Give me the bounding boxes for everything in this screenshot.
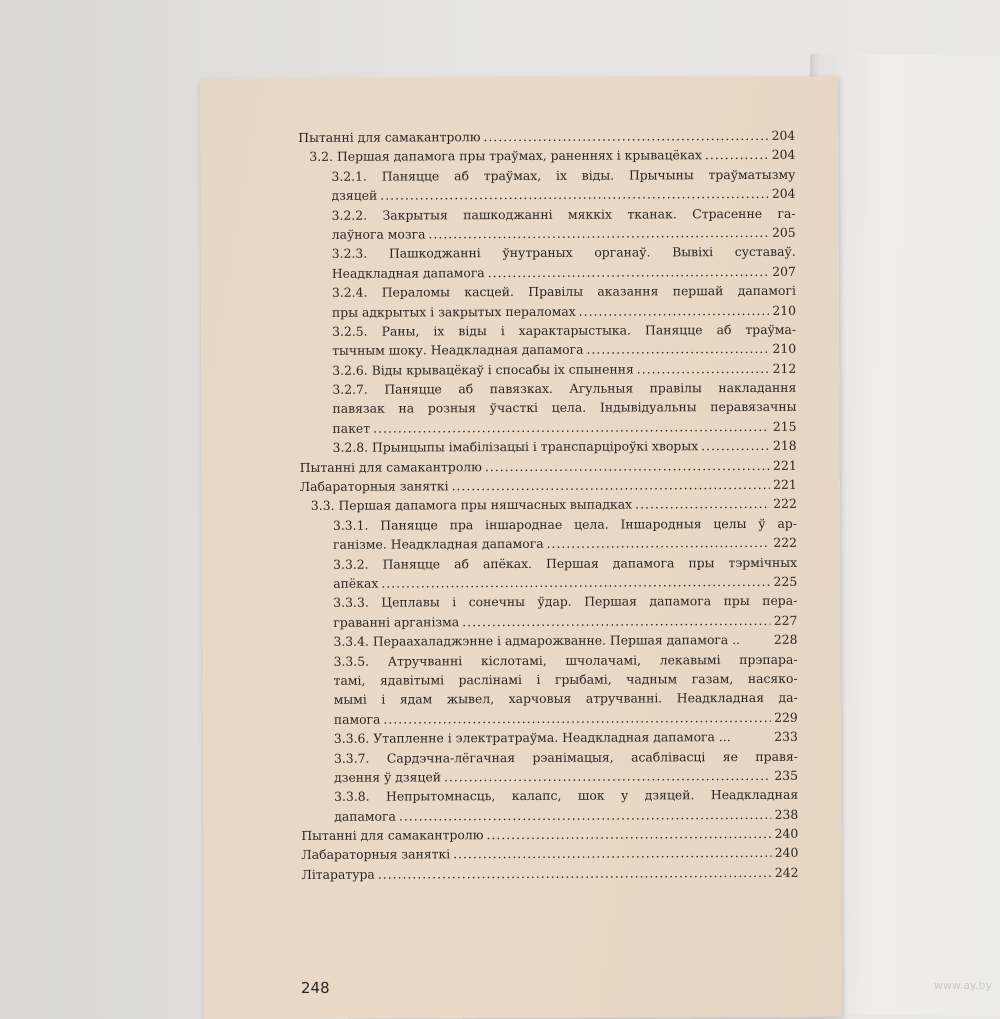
toc-entry-line <box>300 455 797 477</box>
toc-page-number: 221 <box>773 476 797 492</box>
toc-page-number: 221 <box>773 457 797 473</box>
toc-entry-line <box>300 611 797 633</box>
toc-entry-text: 3.2.5. Раны, іх віды і характарыстыка. Паняцце аб траўма- <box>332 321 797 339</box>
toc-entry-line <box>298 145 795 167</box>
dot-leader <box>488 262 769 283</box>
toc-page-number: 210 <box>772 302 797 318</box>
toc-entry-text: граванні арганізма <box>333 614 460 630</box>
toc-entry-text: 3.2.2. Закрытыя пашкоджанні мяккіх тканак. Страсенне га- <box>331 205 796 223</box>
toc-entry-text: 3.2. Першая дапамога пры траўмах, раненнях і крывацёках <box>309 147 703 165</box>
toc-page-number: 242 <box>774 864 799 880</box>
toc-entry-text: Пытанні для самакантролю <box>301 827 484 844</box>
toc-entry-text: Пытанні для самакантролю <box>298 129 481 145</box>
toc-entry-text: 3.3.3. Цеплавы і сонечны ўдар. Першая дапамога пры пера- <box>333 593 798 611</box>
toc-entry-line <box>300 494 797 516</box>
toc-entry-text: Неадкладная дапамога <box>331 264 485 281</box>
toc-entry-text: 3.2.3. Пашкоджанні ўнутраных органаў. Вывіхі суставаў. <box>331 244 796 262</box>
dot-leader <box>452 475 770 496</box>
toc-entry-line <box>300 591 797 613</box>
toc-entry-line <box>301 649 798 671</box>
toc-page-number: 240 <box>774 825 799 841</box>
toc-entry-line <box>301 843 798 865</box>
toc-entry-text: пры адкрытых і закрытых пераломах <box>331 303 576 320</box>
dot-leader <box>428 223 768 244</box>
toc-entry-line <box>299 417 796 439</box>
toc-entry-line <box>299 300 796 322</box>
toc-entry-text: 3.2.7. Паняцце аб павязках. Агульныя правілы накладання <box>332 379 797 397</box>
toc-entry-text: 3.2.8. Прынцыпы імабілізацыі і транспарціроўкі хворых <box>332 438 699 456</box>
toc-entry-line <box>301 766 798 788</box>
toc-entry-line <box>299 378 796 400</box>
page-number: 248 <box>300 978 330 997</box>
toc-entry-text: 3.2.1. Паняцце аб траўмах, іх віды. Прычыны траўматызму <box>331 166 796 184</box>
toc-entry-text: Лабараторныя заняткі <box>301 846 451 863</box>
toc-entry-line <box>300 552 797 574</box>
toc-entry-line <box>299 320 796 342</box>
toc-entry-text: мымі і ядам жывел, харчовыя атручванні. Неадкладная да- <box>333 690 798 708</box>
toc-entry-line <box>299 358 796 380</box>
toc-entry-line <box>301 746 798 768</box>
toc-entry-text: дзяцей <box>331 187 378 203</box>
toc-entry-text: апёках <box>333 575 379 591</box>
toc-page-number: 204 <box>771 185 796 202</box>
toc-entry-text: 3.3.7. Сардэчна-лёгачная рэанімацыя, асаблівасці яе правя- <box>333 748 798 766</box>
dot-leader <box>705 145 768 165</box>
dot-leader <box>701 436 769 456</box>
toc-entry-text: 3.3. Першая дапамога пры няшчасных выпадках <box>310 496 633 514</box>
toc-entry-text: лаўнога мозга <box>331 226 426 242</box>
book-page <box>200 77 842 1019</box>
toc-entry-line <box>301 804 798 826</box>
watermark: www.ay.by <box>933 979 992 992</box>
toc-entry-line <box>300 630 797 652</box>
toc-entry-line <box>299 262 796 284</box>
toc-entry-line <box>300 475 797 497</box>
toc-entry-text: памога <box>333 711 381 727</box>
toc-entry-line <box>299 203 796 225</box>
toc-page-number: 210 <box>772 341 797 357</box>
table-of-contents <box>298 126 798 884</box>
toc-page-number: 233 <box>774 728 798 745</box>
dot-leader <box>453 843 771 864</box>
toc-entry-text: 3.3.5. Атручванні кіслотамі, шчолачамі, лекавымі прэпара- <box>333 651 798 669</box>
toc-page-number: 215 <box>772 418 797 434</box>
toc-entry-line <box>301 669 798 691</box>
toc-entry-line <box>299 281 796 303</box>
toc-entry-text: 3.3.2. Паняцце аб апёках. Першая дапамога пры тэрмічных <box>333 554 798 572</box>
dot-leader <box>381 572 770 593</box>
toc-page-number: 222 <box>773 496 797 512</box>
dot-leader <box>486 824 771 845</box>
toc-entry-text: 3.3.1. Паняцце пра іншароднае цела. Іншародныя целы ў ар- <box>332 515 797 533</box>
dot-leader <box>373 417 770 438</box>
toc-entry-text: 3.3.6. Утапленне і электратраўма. Неадкладная дапамога ... <box>333 729 731 746</box>
toc-entry-text: дапамога <box>334 808 396 824</box>
toc-entry-line <box>301 708 798 730</box>
dot-leader <box>635 494 770 514</box>
toc-entry-text: тычным шоку. Неадкладная дапамога <box>332 342 584 359</box>
toc-page-number: 240 <box>774 845 799 861</box>
dot-leader <box>586 339 769 359</box>
toc-entry-text: дзення ў дзяцей <box>334 769 442 785</box>
toc-page-number: 204 <box>771 147 796 163</box>
toc-page-number: 228 <box>773 631 798 648</box>
toc-page-number: 207 <box>772 263 796 279</box>
toc-entry-line <box>298 165 795 187</box>
toc-page-number: 212 <box>772 360 797 376</box>
toc-entry-text: тамі, ядавітымі раслінамі і грыбамі, чадным газам, насяко- <box>333 670 798 688</box>
toc-entry-line <box>300 514 797 536</box>
toc-page-number: 229 <box>774 709 798 725</box>
dot-leader <box>547 533 771 553</box>
toc-entry-text: 3.2.6. Віды крывацёкаў і спосабы іх спынення <box>332 361 634 378</box>
toc-entry-line <box>299 397 796 419</box>
toc-entry-line <box>299 242 796 264</box>
toc-entry-line <box>301 688 798 710</box>
toc-entry-text: пакет <box>332 420 371 436</box>
toc-page-number: 227 <box>773 612 798 628</box>
toc-entry-line <box>299 223 796 245</box>
toc-entry-line <box>301 863 798 885</box>
toc-entry-text: 3.2.4. Пераломы касцей. Правілы аказання першай дапамогі <box>331 282 796 300</box>
toc-entry-line <box>301 824 798 846</box>
dot-leader <box>485 456 770 477</box>
dot-leader <box>462 611 770 632</box>
toc-entry-line <box>301 727 798 749</box>
dot-leader <box>637 359 770 379</box>
toc-entry-text: 3.3.8. Непрытомнасць, калапс, шок у дзяцей. Неадкладная <box>334 787 799 805</box>
toc-entry-line <box>298 126 795 148</box>
dot-leader <box>399 805 771 826</box>
dot-leader <box>483 126 768 147</box>
dot-leader <box>579 300 769 320</box>
toc-entry-line <box>299 339 796 361</box>
toc-page-number: 222 <box>773 534 798 551</box>
toc-entry-text: 3.3.4. Пераахаладжэнне і адмарожванне. Першая дапамога .. <box>333 632 741 649</box>
toc-page-number: 235 <box>774 767 799 783</box>
toc-entry-text: Літаратура <box>301 866 375 882</box>
toc-page-number: 225 <box>773 573 798 589</box>
toc-entry-text: павязак на розныя ўчасткі цела. Індывідуальны перавязачны <box>332 399 797 417</box>
toc-entry-line <box>300 572 797 594</box>
dot-leader <box>383 708 770 729</box>
dot-leader <box>378 863 772 884</box>
toc-page-number: 218 <box>772 438 797 454</box>
toc-entry-line <box>300 533 797 555</box>
toc-page-number: 204 <box>771 127 796 143</box>
dot-leader <box>444 766 771 787</box>
toc-entry-text: Пытанні для самакантролю <box>299 458 482 475</box>
toc-entry-line <box>298 184 795 206</box>
toc-entry-text: Лабараторныя заняткі <box>299 478 449 494</box>
toc-entry-line <box>301 785 798 807</box>
toc-entry-line <box>300 436 797 458</box>
toc-page-number: 238 <box>774 806 799 822</box>
toc-entry-text: ганізме. Неадкладная дапамога <box>333 536 544 553</box>
toc-page-number: 205 <box>771 224 796 240</box>
dot-leader <box>380 184 768 205</box>
